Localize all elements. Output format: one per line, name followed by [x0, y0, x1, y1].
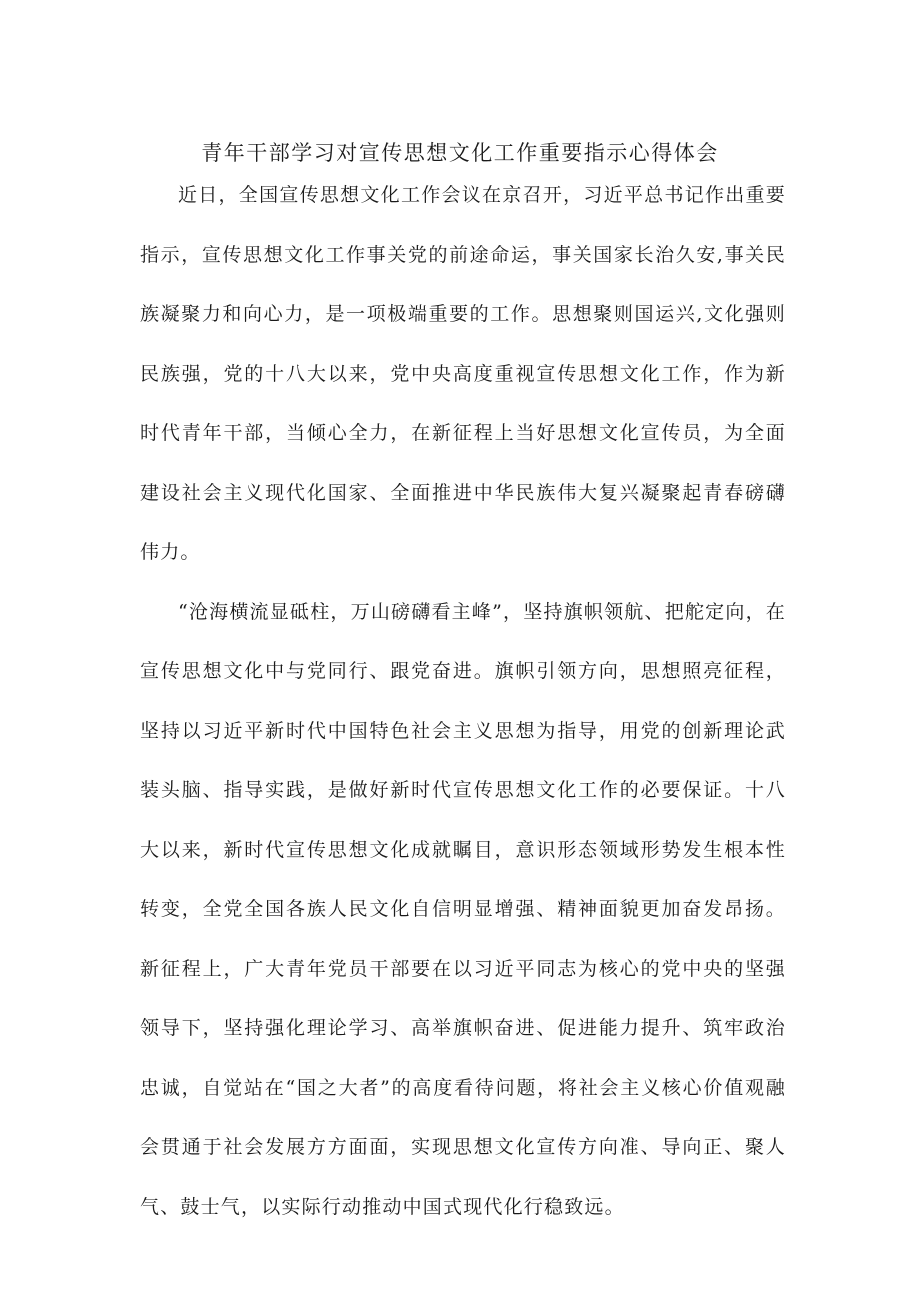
paragraph-2: “沧海横流显砥柱，万山磅礴看主峰”，坚持旗帜领航、把舵定向，在宣传思想文化中与党同行、跟党奋进。旗帜引领方向，思想照亮征程，坚持以习近平新时代中国特色社会主义思想为指导，用党的创新理论武装头脑、指导实践，是做好新时代宣传思想文化工作的必要保证。十八大以来，新时代宣传思想文化成就瞩目，意识形态领域形势发生根本性转变，全党全国各族人民文化自信明显增强、精神面貌更加奋发昂扬。新征程上，广大青年党员干部要在以习近平同志为核心的党中央的坚强领导下，坚持强化理论学习、高举旗帜奋进、促进能力提升、筑牢政治忠诚，自觉站在“国之大者”的高度看待问题，将社会主义核心价值观融会贯通于社会发展方方面面，实现思想文化宣传方向准、导向正、聚人气、鼓士气，以实际行动推动中国式现代化行稳致远。 — [140, 600, 786, 1218]
document-title: 青年干部学习对宣传思想文化工作重要指示心得体会 — [201, 141, 719, 165]
paragraph-1: 近日，全国宣传思想文化工作会议在京召开，习近平总书记作出重要指示，宣传思想文化工作事关党的前途命运，事关国家长治久安,事关民族凝聚力和向心力，是一项极端重要的工作。思想聚则国运兴,文化强则民族强，党的十八大以来，党中央高度重视宣传思想文化工作，作为新时代青年干部，当倾心全力，在新征程上当好思想文化宣传员，为全面建设社会主义现代化国家、全面推进中华民族伟大复兴凝聚起青春磅礴伟力。 — [140, 184, 786, 563]
document-body — [140, 166, 786, 1237]
